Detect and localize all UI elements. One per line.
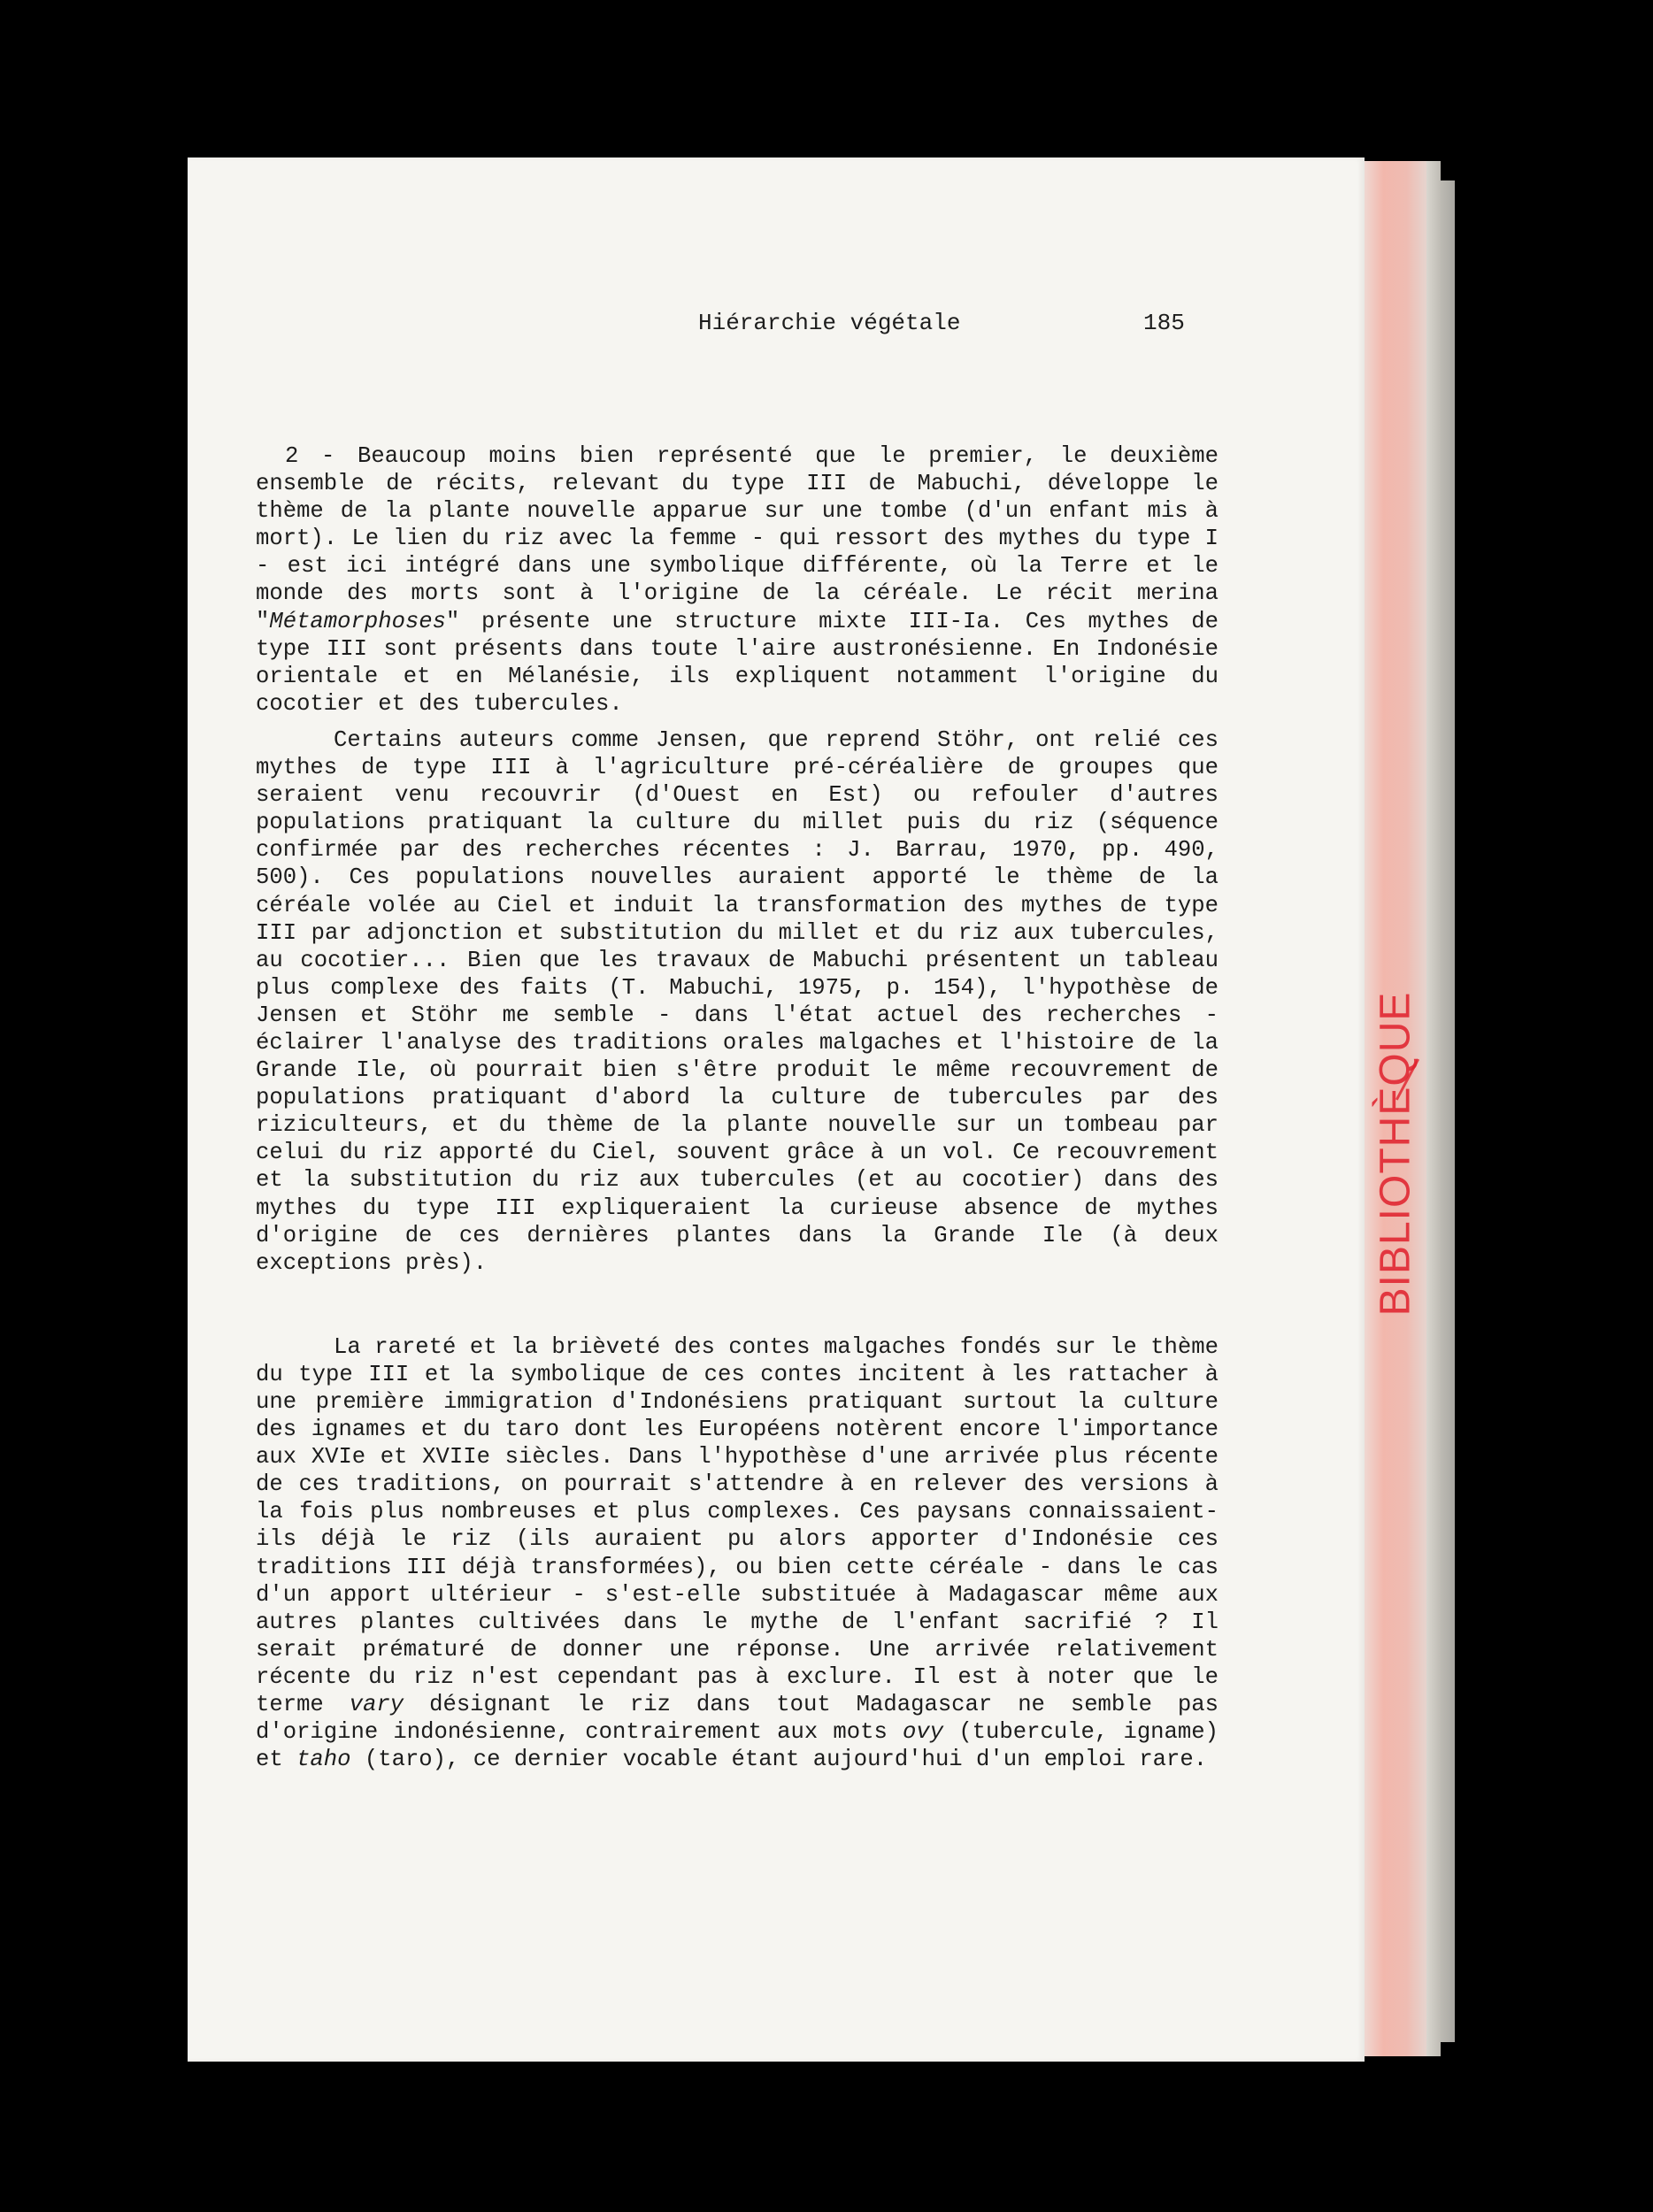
paragraph-3-italic-ovy: ovy xyxy=(903,1719,944,1746)
paragraph-2: Certains auteurs comme Jensen, que reprend Stöhr, ont relié ces mythes de type III à l'agriculture pré-céréalière de groupes que seraient venu recouvrir (d'Ouest en Est) ou refouler d'autres populations pratiquant la culture du millet puis du riz (séquence confirmée par des recherches récentes : J. Barrau, 1970, pp. 490, 500). Ces populations nouvelles auraient apporté le thème de la céréale volée au Ciel et induit la transformation des mythes de type III par adjonction et substitution du millet et du riz aux tubercules, au cocotier... Bien que les travaux de Mabuchi présentent un tableau plus complexe des faits (T. Mabuchi, 1975, p. 154), l'hypothèse de Jensen et Stöhr me semble - dans l'état actuel des recherches - éclairer l'analyse des traditions orales malgaches et l'histoire de la Grande Ile, où pourrait bien s'être produit le même recouvrement de populations pratiquant d'abord la culture de tubercules par des riziculteurs, et du thème de la plante nouvelle sur un tombeau par celui du riz apporté du Ciel, souvent grâce à un vol. Ce recouvrement et la substitution du riz aux tubercules (et au cocotier) dans des mythes du type III expliqueraient la curieuse absence de mythes d'origine de ces dernières plantes dans la Grande Ile (à deux exceptions près). xyxy=(256,726,1219,1276)
paragraph-3 xyxy=(256,1333,1219,1774)
paragraph-3-text-a: La rareté et la brièveté des contes malgaches fondés sur le thème du type III et la symbolique de ces contes incitent à les rattacher à une première immigration d'Indonésiens pratiquant surtout la culture des ignames et du taro dont les Européens notèrent encore l'importance aux XVIe et XVIIe siècles. Dans l'hypothèse d'une arrivée plus récente de ces traditions, on pourrait s'attendre à en relever des versions à la fois plus nombreuses et plus complexes. Ces paysans connaissaient-ils déjà le riz (ils auraient pu alors apporter d'Indonésie ces traditions III déjà transformées), ou bien cette céréale - dans le cas d'un apport ultérieur - s'est-elle substituée à Madagascar même aux autres plantes cultivées dans le mythe de l'enfant sacrifié ? Il serait prématuré de donner une réponse. Une arrivée relativement récente du riz n'est cependant pas à exclure. Il est à noter que le terme xyxy=(256,1333,1219,1718)
paragraph-1-text-c: " présente une structure mixte III-Ia. Ces mythes de type III sont présents dans toute l'aire austronésienne. En Indonésie orientale et en Mélanésie, ils expliquent notamment l'origine du cocotier et des tubercules. xyxy=(256,608,1219,717)
page-header xyxy=(698,310,1397,340)
stamp-text: BIBLIOTHÈQUE xyxy=(1372,991,1419,1317)
paragraph-1-text-a: 2 - Beaucoup moins bien représenté que le premier, le deuxième ensemble de récits, relevant du type III de Mabuchi, développe le thème de la plante nouvelle apparue sur une tombe (d'un enfant mis à mort). Le lien du riz avec la femme - qui ressort des mythes du type I - est ici intégré dans une symbolique différente, où la Terre et le monde des morts sont à l'origine de la céréale. Le récit merina " xyxy=(256,443,1219,634)
body-text xyxy=(256,442,1219,1773)
library-stamp xyxy=(1360,991,1431,1317)
paragraph-3-text-e: (tubercule, igname) et xyxy=(256,1719,1219,1773)
paragraph-3-italic-vary: vary xyxy=(349,1692,404,1718)
paragraph-3-text-c: désignant le riz dans tout Madagascar ne semble pas d'origine indonésienne, contrairement aux mots xyxy=(256,1692,1219,1746)
book xyxy=(188,156,1455,2067)
page xyxy=(188,157,1365,2062)
paragraph-3-text-g: (taro), ce dernier vocable étant aujourd'hui d'un emploi rare. xyxy=(350,1747,1208,1773)
paragraph-3-italic-taho: taho xyxy=(296,1747,351,1773)
page-number: 185 xyxy=(1143,310,1185,336)
running-title: Hiérarchie végétale xyxy=(698,310,961,336)
paragraph-1 xyxy=(256,442,1219,718)
paragraph-1-italic-title: Métamorphoses xyxy=(269,608,447,634)
